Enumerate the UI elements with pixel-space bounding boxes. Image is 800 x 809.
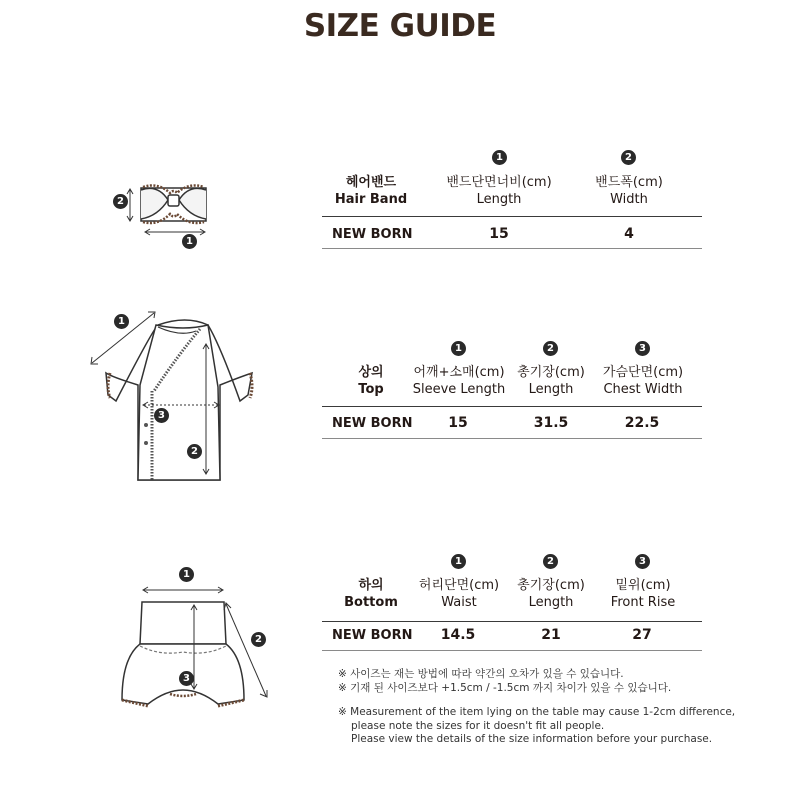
top-col3-header (593, 364, 693, 398)
bottom-diagram (100, 572, 280, 732)
top-col2-header (505, 364, 597, 398)
hairband-bottom-rule (322, 248, 702, 249)
top-col3-number: 3 (635, 341, 650, 356)
hairband-col2-ko: 밴드폭(cm) (595, 175, 663, 190)
hairband-label-en: Hair Band (334, 192, 408, 207)
top-mark-2: 2 (187, 444, 202, 459)
bottom-label-en: Bottom (344, 595, 398, 610)
top-header-rule (322, 406, 702, 407)
bottom-col3-header (593, 577, 693, 611)
bottom-col3-en: Front Rise (610, 595, 676, 610)
bottom-value-length: 21 (541, 627, 561, 643)
bottom-mark-2: 2 (251, 632, 266, 647)
bottom-col1-number: 1 (451, 554, 466, 569)
bottom-col2-en: Length (528, 595, 574, 610)
size-notes (338, 668, 778, 747)
hairband-col2-en: Width (610, 192, 648, 207)
top-col3-ko: 가슴단면(cm) (602, 365, 684, 380)
hairband-col2-number: 2 (621, 150, 636, 165)
bottom-value-waist: 14.5 (440, 627, 476, 643)
hairband-col1-number: 1 (492, 150, 507, 165)
hairband-label-ko: 헤어밴드 (345, 175, 397, 190)
hairband-col1-ko: 밴드단면너비(cm) (446, 175, 552, 190)
bottom-category-label (326, 577, 416, 611)
bottom-col1-header (409, 577, 509, 611)
top-label-ko: 상의 (358, 365, 384, 380)
hairband-mark-2: 2 (113, 194, 128, 209)
note-en-2: please note the sizes for it doesn't fit all people. (351, 719, 605, 732)
hairband-header-rule (322, 216, 702, 217)
top-col2-en: Length (528, 382, 574, 397)
bottom-col1-ko: 허리단면(cm) (418, 578, 500, 593)
top-bottom-rule (322, 438, 702, 439)
hairband-col1-en: Length (476, 192, 522, 207)
bottom-col1-en: Waist (441, 595, 477, 610)
top-col3-en: Chest Width (603, 382, 683, 397)
bottom-col2-number: 2 (543, 554, 558, 569)
bottom-header-rule (322, 621, 702, 622)
hairband-diagram (108, 178, 238, 248)
bottom-table (322, 552, 702, 662)
hairband-col1-header (429, 174, 569, 208)
hairband-col2-header (569, 174, 689, 208)
top-label-en: Top (358, 382, 384, 397)
top-col1-ko: 어깨+소매(cm) (413, 365, 505, 380)
bottom-mark-3: 3 (179, 671, 194, 686)
top-value-sleeve: 15 (448, 415, 468, 431)
note-en-1: ※ Measurement of the item lying on the table may cause 1-2cm difference, (338, 706, 736, 718)
top-value-length: 31.5 (533, 415, 569, 431)
top-category-label (326, 364, 416, 398)
note-en-3: Please view the details of the size information before your purchase. (351, 733, 713, 745)
top-diagram (80, 295, 280, 495)
hairband-table (322, 148, 702, 258)
bottom-bottom-rule (322, 650, 702, 651)
bottom-label-ko: 하의 (358, 578, 384, 593)
note-ko-1: ※ 사이즈는 재는 방법에 따라 약간의 오차가 있을 수 있습니다. (338, 668, 624, 680)
top-col2-ko: 총기장(cm) (517, 365, 585, 380)
bottom-mark-1: 1 (179, 567, 194, 582)
hairband-size-label: NEW BORN (332, 227, 413, 242)
top-table (322, 339, 702, 449)
hairband-value-width: 4 (624, 226, 634, 242)
top-col2-number: 2 (543, 341, 558, 356)
top-mark-1: 1 (114, 314, 129, 329)
top-col1-number: 1 (451, 341, 466, 356)
page-title: SIZE GUIDE (303, 8, 497, 44)
hairband-category-label (326, 174, 416, 208)
bottom-col3-number: 3 (635, 554, 650, 569)
hairband-value-length: 15 (489, 226, 509, 242)
top-value-chest: 22.5 (624, 415, 660, 431)
bottom-size-label: NEW BORN (332, 628, 413, 643)
top-col1-header (409, 364, 509, 398)
bottom-value-front-rise: 27 (632, 627, 652, 643)
note-ko-2: ※ 기재 된 사이즈보다 +1.5cm / -1.5cm 까지 차이가 있을 수 있습니다. (338, 681, 672, 694)
bottom-col2-header (505, 577, 597, 611)
hairband-mark-1: 1 (182, 234, 197, 249)
top-col1-en: Sleeve Length (412, 382, 506, 397)
bottom-col3-ko: 밑위(cm) (615, 578, 671, 593)
top-mark-3: 3 (154, 408, 169, 423)
top-size-label: NEW BORN (332, 416, 413, 431)
bottom-col2-ko: 총기장(cm) (517, 578, 585, 593)
